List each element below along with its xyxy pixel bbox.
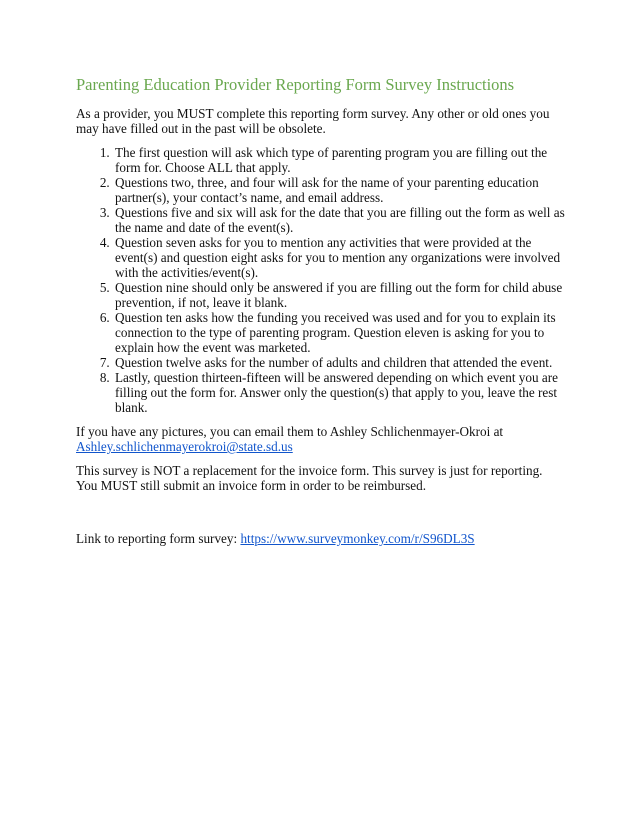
email-link[interactable]: Ashley.schlichenmayerokroi@state.sd.us (76, 439, 293, 454)
survey-link-paragraph (76, 531, 566, 546)
instruction-item: 5. Question nine should only be answered if you are filling out the form for child abuse prevention, if not, leave it blank. (113, 280, 566, 310)
survey-link-label: Link to reporting form survey: (76, 531, 241, 546)
document-content (76, 75, 566, 546)
instruction-item: 3. Questions five and six will ask for the date that you are filling out the form as well as the name and date of the event(s). (113, 205, 566, 235)
instruction-item: 1. The first question will ask which type of parenting program you are filling out the form for. Choose ALL that apply. (113, 145, 566, 175)
pictures-text: If you have any pictures, you can email them to Ashley Schlichenmayer-Okroi at (76, 424, 504, 439)
intro-paragraph: As a provider, you MUST complete this reporting form survey. Any other or old ones you may have filled out in the past will be obsolete. (76, 106, 550, 136)
instruction-item: 7. Question twelve asks for the number of adults and children that attended the event. (113, 355, 566, 370)
instruction-item: 8. Lastly, question thirteen-fifteen will be answered depending on which event you are filling out the form for. Answer only the question(s) that apply to you, leave the rest blank. (113, 370, 566, 415)
instruction-item: 6. Question ten asks how the funding you received was used and for you to explain its connection to the type of parenting program. Question eleven is asking for you to explain how the event was marketed. (113, 310, 566, 355)
survey-link[interactable]: https://www.surveymonkey.com/r/S96DL3S (240, 531, 475, 546)
disclaimer-paragraph: This survey is NOT a replacement for the invoice form. This survey is just for reporting. You MUST still submit an invoice form in order to be reimbursed. (76, 463, 543, 493)
instruction-item: 2. Questions two, three, and four will ask for the name of your parenting education partner(s), your contact’s name, and email address. (113, 175, 566, 205)
document-title: Parenting Education Provider Reporting Form Survey Instructions (76, 75, 515, 94)
instruction-item: 4. Question seven asks for you to mention any activities that were provided at the event(s) and question eight asks for you to mention any organizations were involved with the activities/event(s). (113, 235, 566, 280)
pictures-paragraph (76, 424, 566, 454)
instructions-list (76, 145, 566, 415)
